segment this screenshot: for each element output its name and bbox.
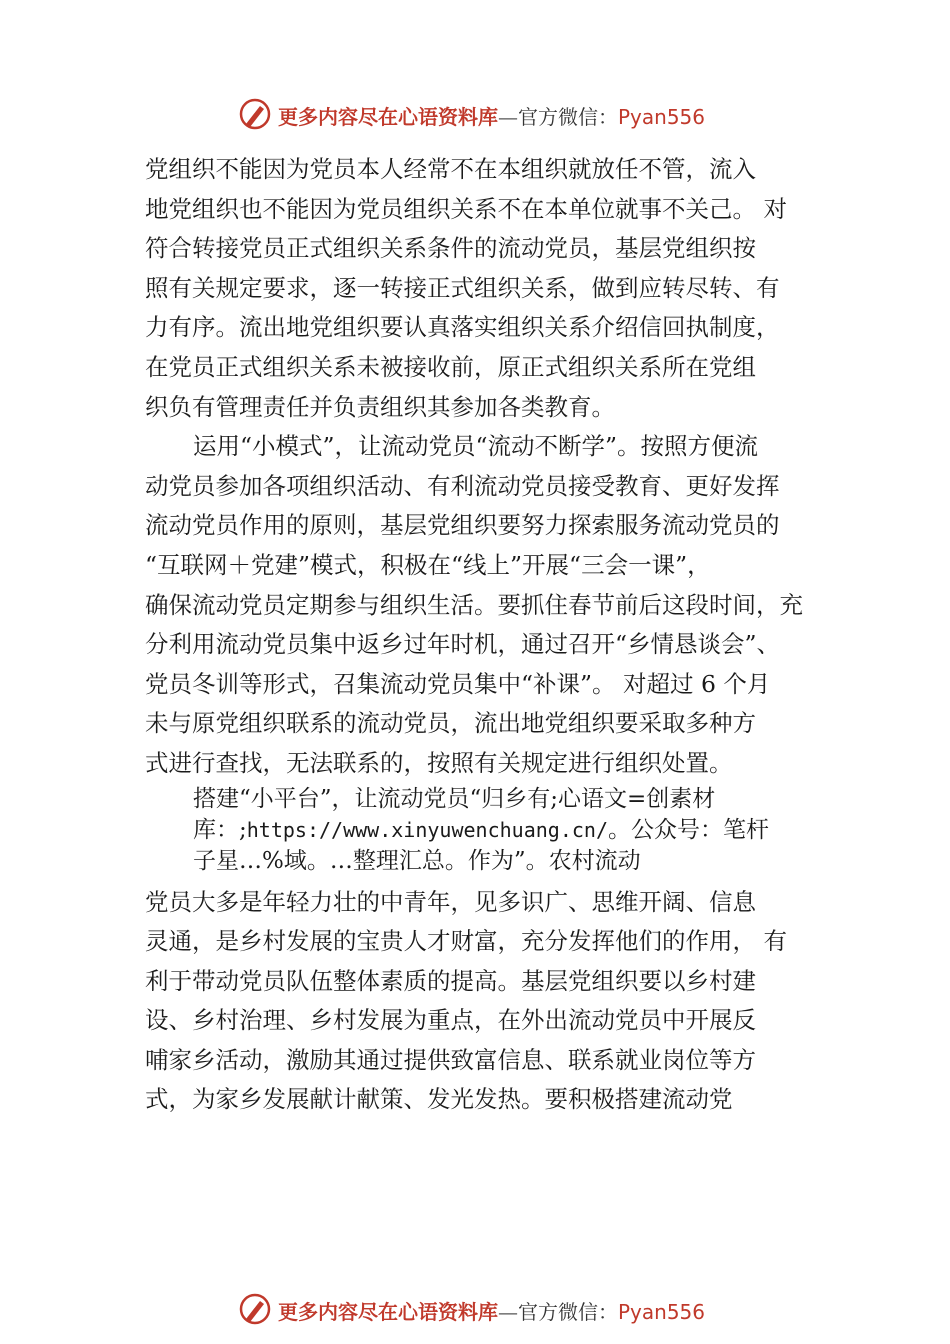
text-line: 在党员正式组织关系未被接收前，原正式组织关系所在党组 (145, 352, 756, 381)
text-line: 分利用流动党员集中返乡过年时机，通过召开“乡情恳谈会”、 (145, 630, 781, 659)
site-name: 更多内容尽在心语资料库 (278, 105, 498, 129)
banner-text (278, 1296, 705, 1325)
banner-separator: — (498, 1300, 518, 1324)
text-fragment: 库：; (193, 816, 247, 843)
banner-separator: — (498, 105, 518, 129)
paragraph-2 (145, 427, 825, 783)
text-line: 党员冬训等形式，召集流动党员集中“补课”。 对超过 6 个月 (145, 669, 771, 698)
text-line: 哺家乡活动，激励其通过提供致富信息、联系就业岗位等方 (145, 1045, 756, 1074)
text-line (145, 815, 825, 846)
paragraph-3-heading (145, 784, 825, 877)
pen-circle-icon (238, 97, 272, 131)
text-line: 子星…%域。…整理汇总。作为”。农村流动 (193, 847, 641, 874)
wechat-label: 官方微信： (518, 105, 618, 129)
text-line: “互联网＋党建”模式，积极在“线上”开展“三会一课”， (145, 550, 711, 579)
header-banner (0, 95, 950, 135)
text-line: 流动党员作用的原则，基层党组织要努力探索服务流动党员的 (145, 511, 780, 540)
text-line: 设、乡村治理、乡村发展为重点，在外出流动党员中开展反 (145, 1006, 756, 1035)
text-fragment: 。公众号：笔杆 (607, 816, 769, 843)
text-line: 地党组织也不能因为党员组织关系不在本单位就事不关己。 对 (145, 194, 787, 223)
source-url: https://www.xinyuwenchuang.cn/ (246, 817, 608, 842)
text-line: 灵通，是乡村发展的宝贵人才财富，充分发挥他们的作用， 有 (145, 927, 787, 956)
paragraph-1 (145, 150, 825, 427)
text-line: 动党员参加各项组织活动、有利流动党员接受教育、更好发挥 (145, 471, 780, 500)
text-line: 党员大多是年轻力壮的中青年，见多识广、思维开阔、信息 (145, 887, 756, 916)
text-line: 力有序。流出地党组织要认真落实组织关系介绍信回执制度， (145, 313, 780, 342)
text-line: 织负有管理责任并负责组织其参加各类教育。 (145, 392, 615, 421)
text-line: 利于带动党员队伍整体素质的提高。基层党组织要以乡村建 (145, 966, 756, 995)
text-line: 运用“小模式”，让流动党员“流动不断学”。按照方便流 (193, 432, 759, 461)
text-line: 确保流动党员定期参与组织生活。要抓住春节前后这段时间，充 (145, 590, 803, 619)
wechat-label: 官方微信： (518, 1300, 618, 1324)
wechat-id: Pyan556 (618, 105, 706, 129)
text-line: 照有关规定要求，逐一转接正式组织关系，做到应转尽转、有 (145, 273, 780, 302)
pen-circle-icon (238, 1292, 272, 1326)
document-body (145, 150, 825, 1120)
text-line: 未与原党组织联系的流动党员，流出地党组织要采取多种方 (145, 709, 756, 738)
text-line: 搭建“小平台”，让流动党员“归乡有;心语文=创素材 (193, 785, 716, 812)
site-name: 更多内容尽在心语资料库 (278, 1300, 498, 1324)
paragraph-3 (145, 883, 825, 1121)
wechat-id: Pyan556 (618, 1300, 706, 1324)
text-line: 式进行查找，无法联系的，按照有关规定进行组织处置。 (145, 748, 733, 777)
text-line: 符合转接党员正式组织关系条件的流动党员，基层党组织按 (145, 234, 756, 263)
text-line: 式，为家乡发展献计献策、发光发热。要积极搭建流动党 (145, 1085, 733, 1114)
banner-text (278, 101, 705, 130)
footer-banner (0, 1290, 950, 1330)
text-line: 党组织不能因为党员本人经常不在本组织就放任不管，流入 (145, 155, 756, 183)
